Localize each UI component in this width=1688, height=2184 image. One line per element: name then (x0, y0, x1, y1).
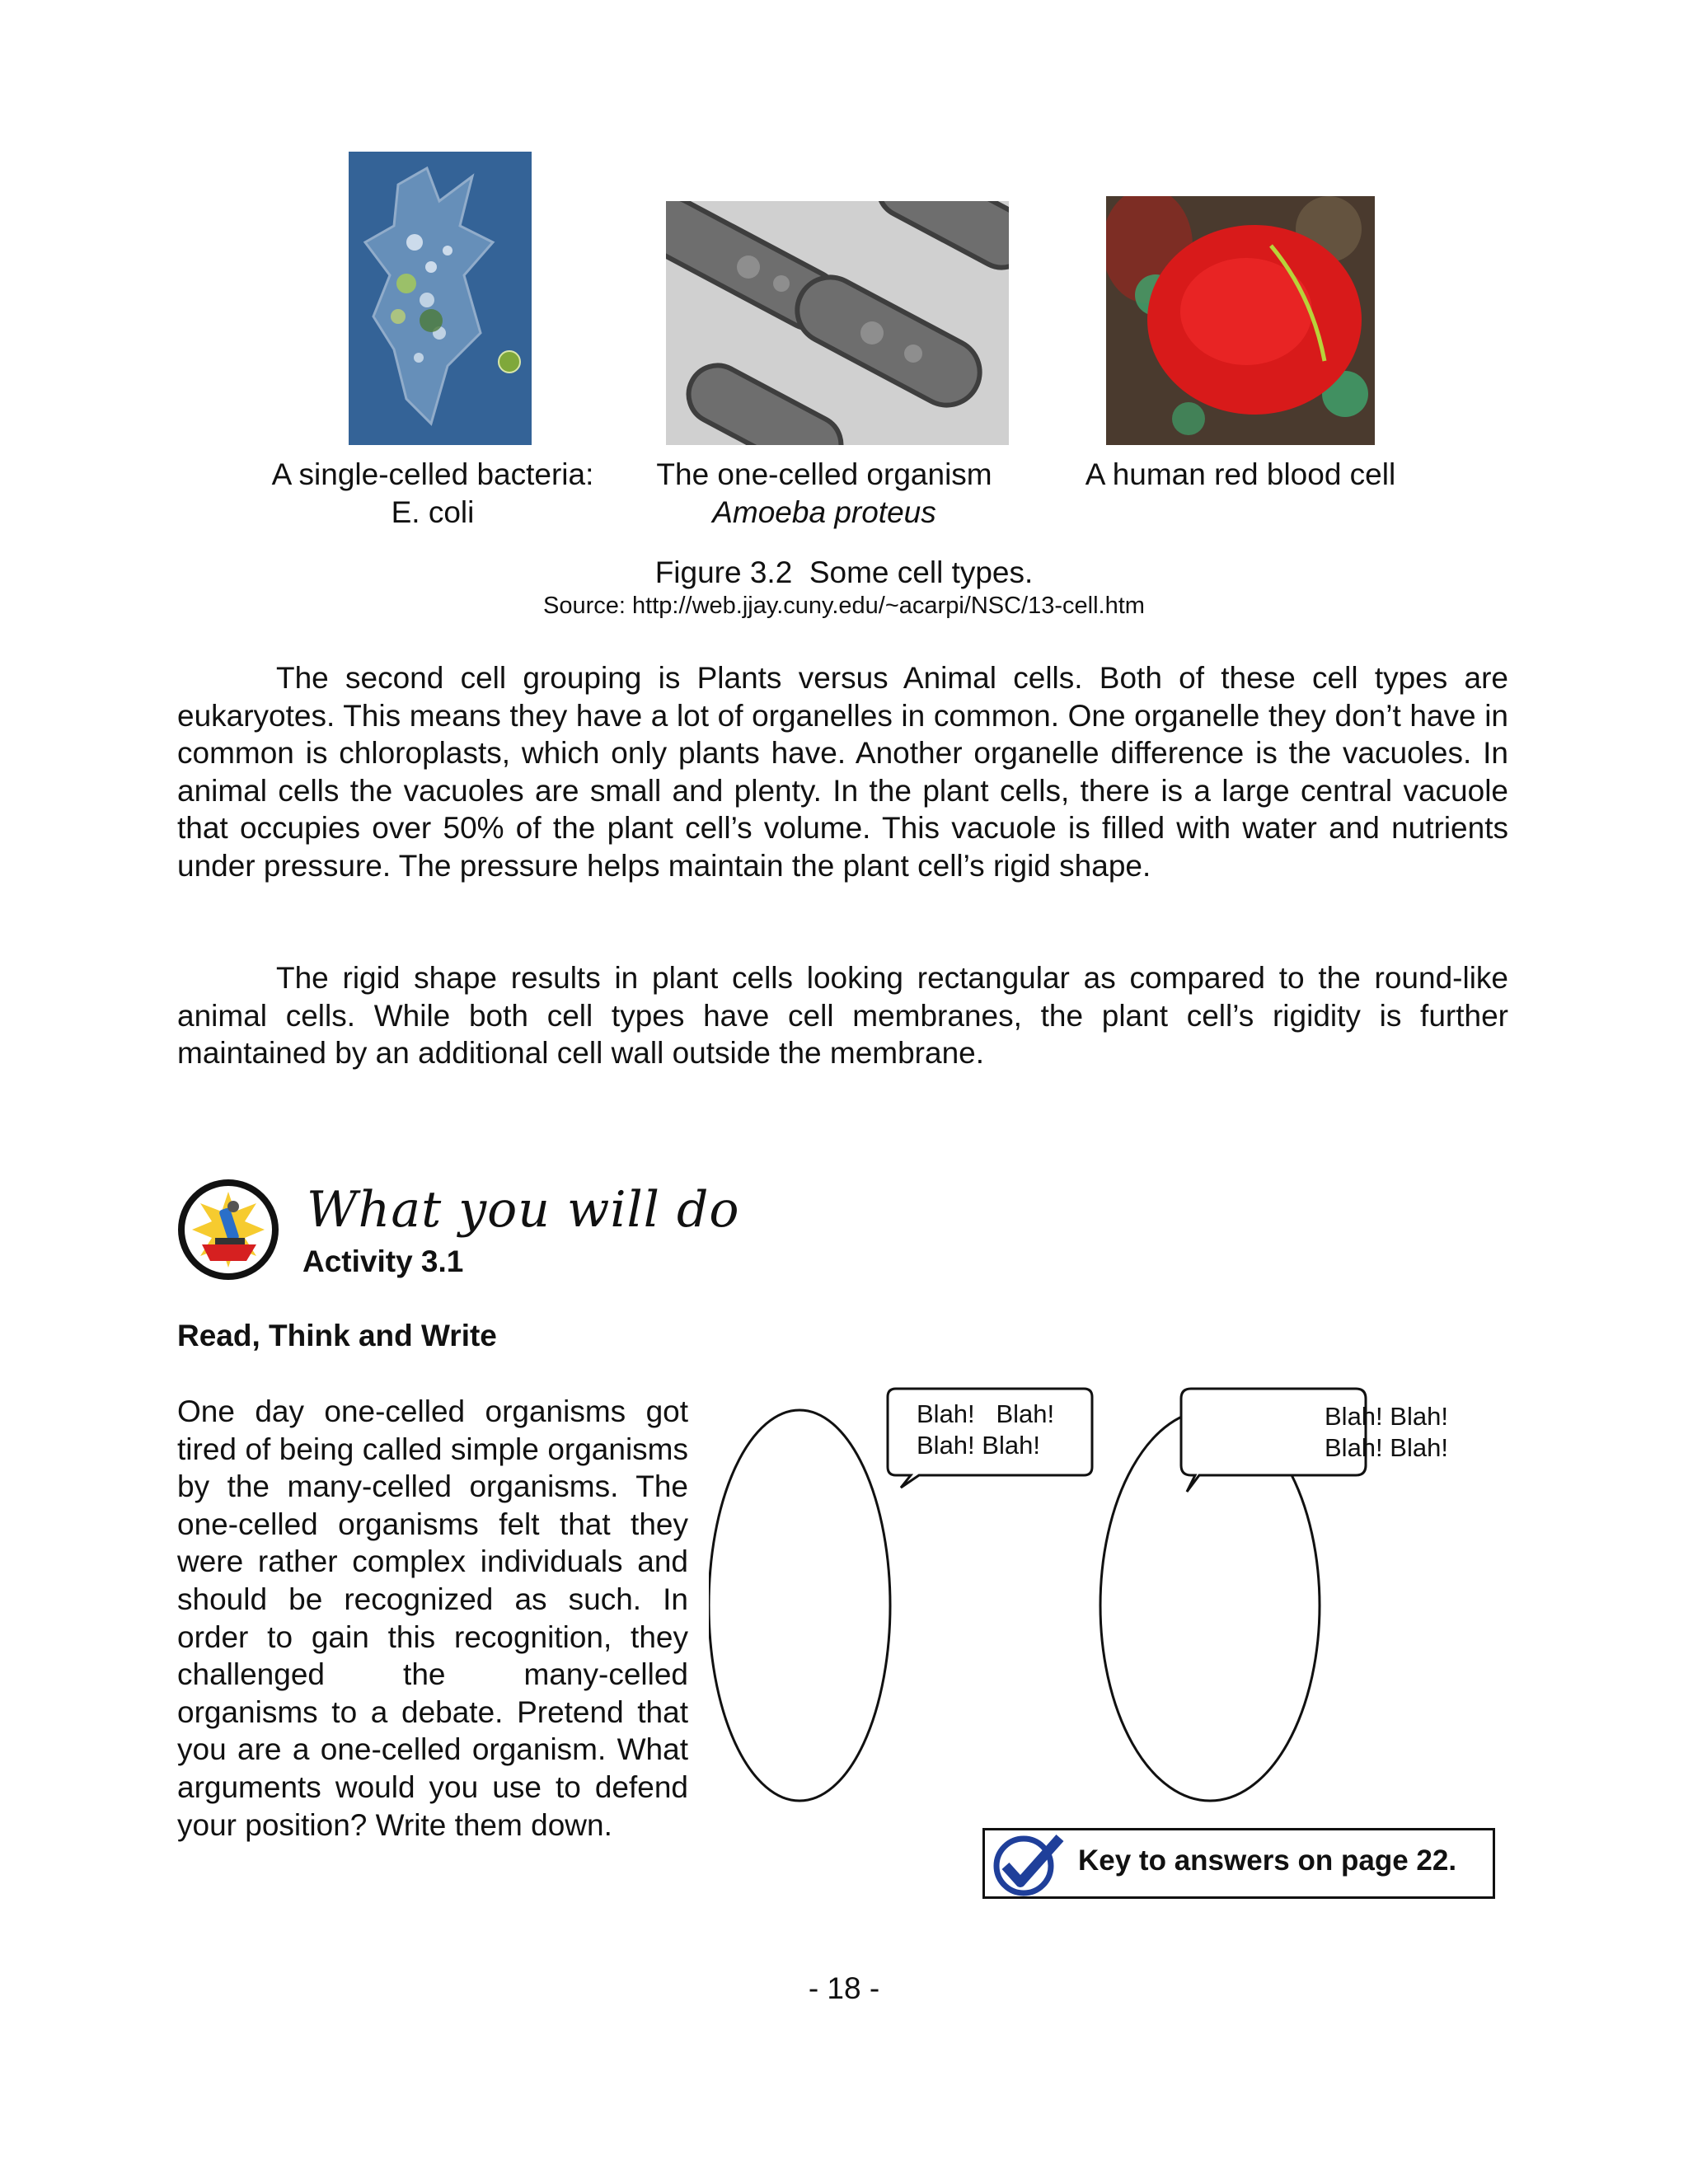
activity-subheading: Read, Think and Write (177, 1319, 497, 1352)
caption-ecoli (243, 456, 622, 532)
caption-line-italic: Amoeba proteus (712, 495, 936, 529)
activity-heading: What you will do (307, 1181, 740, 1239)
checkmark-icon (989, 1830, 1068, 1897)
activity-label: Activity 3.1 (302, 1244, 464, 1278)
left-bubble-text: Blah! Blah! Blah! Blah! (917, 1399, 1055, 1460)
body-paragraph-2: The rigid shape results in plant cells looking rectangular as compared to the round-like animal cells. While both cell types have cell membranes, the plant cell’s rigidity is further maintained by an additional cell wall outside the membrane. (177, 961, 1508, 1070)
figure-title: Figure 3.2 Some cell types. (654, 555, 1034, 589)
body-paragraph-1: The second cell grouping is Plants versus Animal cells. Both of these cell types are eukaryotes. This means they have a lot of organelles in common. One organelle they don’t have in common is chloroplasts, which only plants have. Another organelle difference is the vacuoles. In animal cells the vacuoles are small and plenty. In the plant cells, there is a large central vacuole that occupies over 50% of the plant cell’s volume. This vacuole is filled with water and nutrients under pressure. The pressure helps maintain the plant cell’s rigid shape. (177, 661, 1508, 883)
bacteria-image (666, 201, 1009, 445)
left-oval[interactable] (709, 1410, 890, 1801)
caption-amoeba (635, 456, 1014, 532)
answer-key-text: Key to answers on page 22. (1078, 1844, 1457, 1877)
amoeba-image (349, 152, 532, 445)
microscope-icon (177, 1179, 279, 1281)
right-bubble-text: Blah! Blah! Blah! Blah! (1325, 1402, 1448, 1462)
red-blood-cell-image (1106, 196, 1375, 445)
page-number: - 18 - (808, 1971, 880, 2005)
caption-line: The one-celled organism (656, 457, 992, 491)
caption-red-blood-cell (1047, 456, 1434, 494)
caption-line: E. coli (391, 495, 475, 529)
caption-line: A human red blood cell (1085, 457, 1396, 491)
activity-story-text: One day one-celled organisms got tired of being called simple organisms by the many-celled organisms. The one-celled organisms felt that they were rather complex individuals and should be recognized as such. In order to gain this recognition, they challenged the many-celled organisms to a debate. Pretend that you are a one-celled organism. What arguments would you use to defend your position? Write them down. (177, 1394, 688, 1842)
caption-line: A single-celled bacteria: (271, 457, 594, 491)
figure-source: Source: http://web.jjay.cuny.edu/~acarpi/NSC/13-cell.htm (543, 593, 1145, 619)
